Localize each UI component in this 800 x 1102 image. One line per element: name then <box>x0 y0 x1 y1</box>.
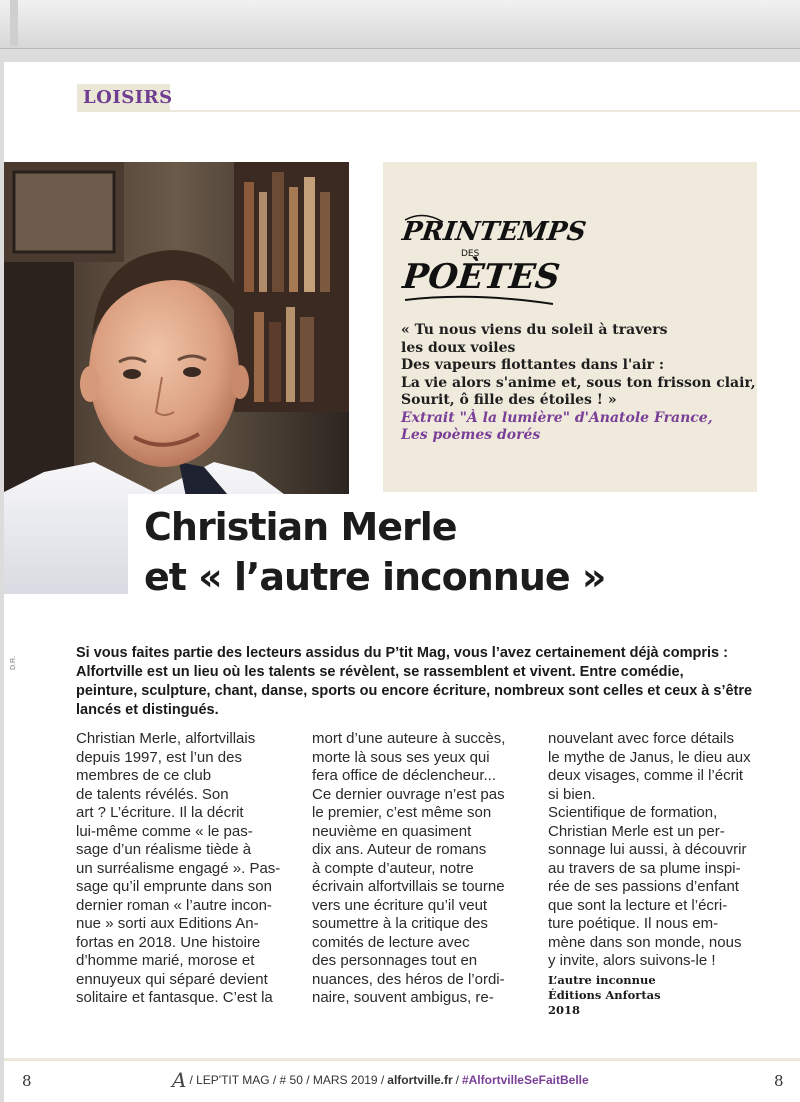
magazine-page <box>4 62 800 1102</box>
printemps-des-poetes-logo <box>400 200 588 310</box>
body-line: soumettre à la critique des <box>312 915 488 932</box>
footer-issue: / LEP'TIT MAG / # 50 / MARS 2019 / <box>189 1073 385 1087</box>
section-rule <box>170 110 800 112</box>
poem-line: Sourit, ô fille des étoiles ! » <box>401 392 617 408</box>
footer-hashtag[interactable]: #AlfortvilleSeFaitBelle <box>461 1073 589 1087</box>
body-line: fortas en 2018. Une histoire <box>76 933 261 951</box>
footer-separator: / <box>455 1073 459 1087</box>
viewer-toolbar <box>0 0 800 49</box>
lead-line: lancés et distingués. <box>76 702 219 718</box>
article-title <box>144 502 605 602</box>
book-year: 2018 <box>548 1002 581 1017</box>
body-line: de talents révélés. Son <box>76 785 229 803</box>
body-line: solitaire et fantasque. C’est la <box>76 989 273 1006</box>
body-line: y invite, alors suivons-le ! <box>548 952 716 969</box>
body-line: membres de ce club <box>76 767 212 784</box>
body-line: des personnages tout en <box>312 952 478 969</box>
body-line: au travers de sa plume inspi- <box>548 859 741 877</box>
body-line: comités de lecture avec <box>312 933 470 951</box>
article-column-3 <box>548 730 778 1018</box>
body-line: ture poétique. Il nous em- <box>548 915 719 932</box>
photo-credit: D.R. <box>10 656 17 670</box>
body-line: naire, souvent ambigus, re- <box>312 989 494 1006</box>
body-line: fera office de déclencheur... <box>312 767 497 784</box>
lead-line: peinture, sculpture, chant, danse, sports ou encore écriture, nombreux sont celles et ceux à s’être <box>76 683 753 699</box>
article-title-line: et « l’autre inconnue » <box>144 555 606 599</box>
body-line: le premier, c’est même son <box>312 804 492 821</box>
page-number-right: 8 <box>774 1072 784 1090</box>
lead-line: Si vous faites partie des lecteurs assidus du P’tit Mag, vous l’avez certainement déjà compris : <box>76 645 728 661</box>
book-credits <box>548 973 778 1018</box>
body-line: Christian Merle, alfortvillais <box>76 730 256 747</box>
body-line: nue » sorti aux Editions An- <box>76 915 259 932</box>
body-line: neuvième en quasiment <box>312 822 472 840</box>
body-line: nuances, des héros de l’ordi- <box>312 970 505 988</box>
logo-line-2: POÈTES <box>400 257 562 297</box>
body-line: sonnage lui aussi, à découvrir <box>548 841 747 858</box>
body-line: dix ans. Auteur de romans <box>312 841 487 858</box>
footer-rule <box>4 1058 800 1061</box>
poem-line: les doux voiles <box>401 339 516 356</box>
body-line: le mythe de Janus, le dieu aux <box>548 748 751 766</box>
article-lead <box>76 644 776 720</box>
body-line: Scientifique de formation, <box>548 804 718 821</box>
body-line: écrivain alfortvillais se tourne <box>312 878 505 895</box>
article-column-1 <box>76 730 306 1008</box>
lead-line: Alfortville est un lieu où les talents se révèlent, se rassemblent et vivent. Entre comédie, <box>76 664 684 680</box>
body-line: que sont la lecture et l’écri- <box>548 896 728 914</box>
body-line: vers une écriture qu’il veut <box>312 896 488 914</box>
article-column-2 <box>312 730 542 1008</box>
body-line: mène dans son monde, nous <box>548 933 742 951</box>
body-line: Christian Merle est un per- <box>548 822 725 840</box>
poem-attribution: Extrait "À la lumière" d'Anatole France, <box>401 409 713 426</box>
body-line: sage d’un réalisme tiède à <box>76 841 252 858</box>
body-line: rée de ses passions d’enfant <box>548 878 739 895</box>
magazine-logo: A <box>172 1068 187 1092</box>
page-number-left: 8 <box>22 1072 32 1090</box>
book-title: L’autre inconnue <box>548 972 656 987</box>
logo-line-1: PRINTEMPS <box>400 216 588 247</box>
body-line: nouvelant avec force détails <box>548 730 734 747</box>
page-footer <box>172 1068 589 1092</box>
body-line: un surréalisme engagé ». Pas- <box>76 859 281 877</box>
body-line: morte là sous ses yeux qui <box>312 748 490 766</box>
body-line: deux visages, comme il l’écrit <box>548 767 744 784</box>
poem-attribution: Les poèmes dorés <box>401 427 541 443</box>
body-line: depuis 1997, est l’un des <box>76 748 242 766</box>
body-line: lui-même comme « le pas- <box>76 822 253 840</box>
body-line: mort d’une auteure à succès, <box>312 730 506 747</box>
body-line: d’homme marié, morose et <box>76 952 255 969</box>
body-line: art ? L’écriture. Il la décrit <box>76 804 244 821</box>
poem-line: Des vapeurs flottantes dans l'air : <box>401 357 665 373</box>
toolbar-handle[interactable] <box>10 0 18 46</box>
book-publisher: Éditions Anfortas <box>548 987 661 1002</box>
footer-site-link[interactable]: alfortville.fr <box>387 1073 453 1087</box>
body-line: si bien. <box>548 785 596 803</box>
poem-line: La vie alors s'anime et, sous ton frisson clair, <box>401 374 756 391</box>
logo-small-word: DES <box>461 249 480 259</box>
poem-box <box>383 162 757 492</box>
section-tag: LOISIRS <box>77 84 170 112</box>
body-line: à compte d’auteur, notre <box>312 859 474 877</box>
body-line: dernier roman « l’autre incon- <box>76 896 272 914</box>
body-line: ennuyeux qui séparé devient <box>76 970 268 988</box>
article-title-line: Christian Merle <box>144 505 457 549</box>
body-line: Ce dernier ouvrage n’est pas <box>312 785 505 803</box>
poem-quote <box>401 322 756 445</box>
poem-line: « Tu nous viens du soleil à travers <box>401 322 668 338</box>
body-line: sage qu’il emprunte dans son <box>76 878 272 895</box>
